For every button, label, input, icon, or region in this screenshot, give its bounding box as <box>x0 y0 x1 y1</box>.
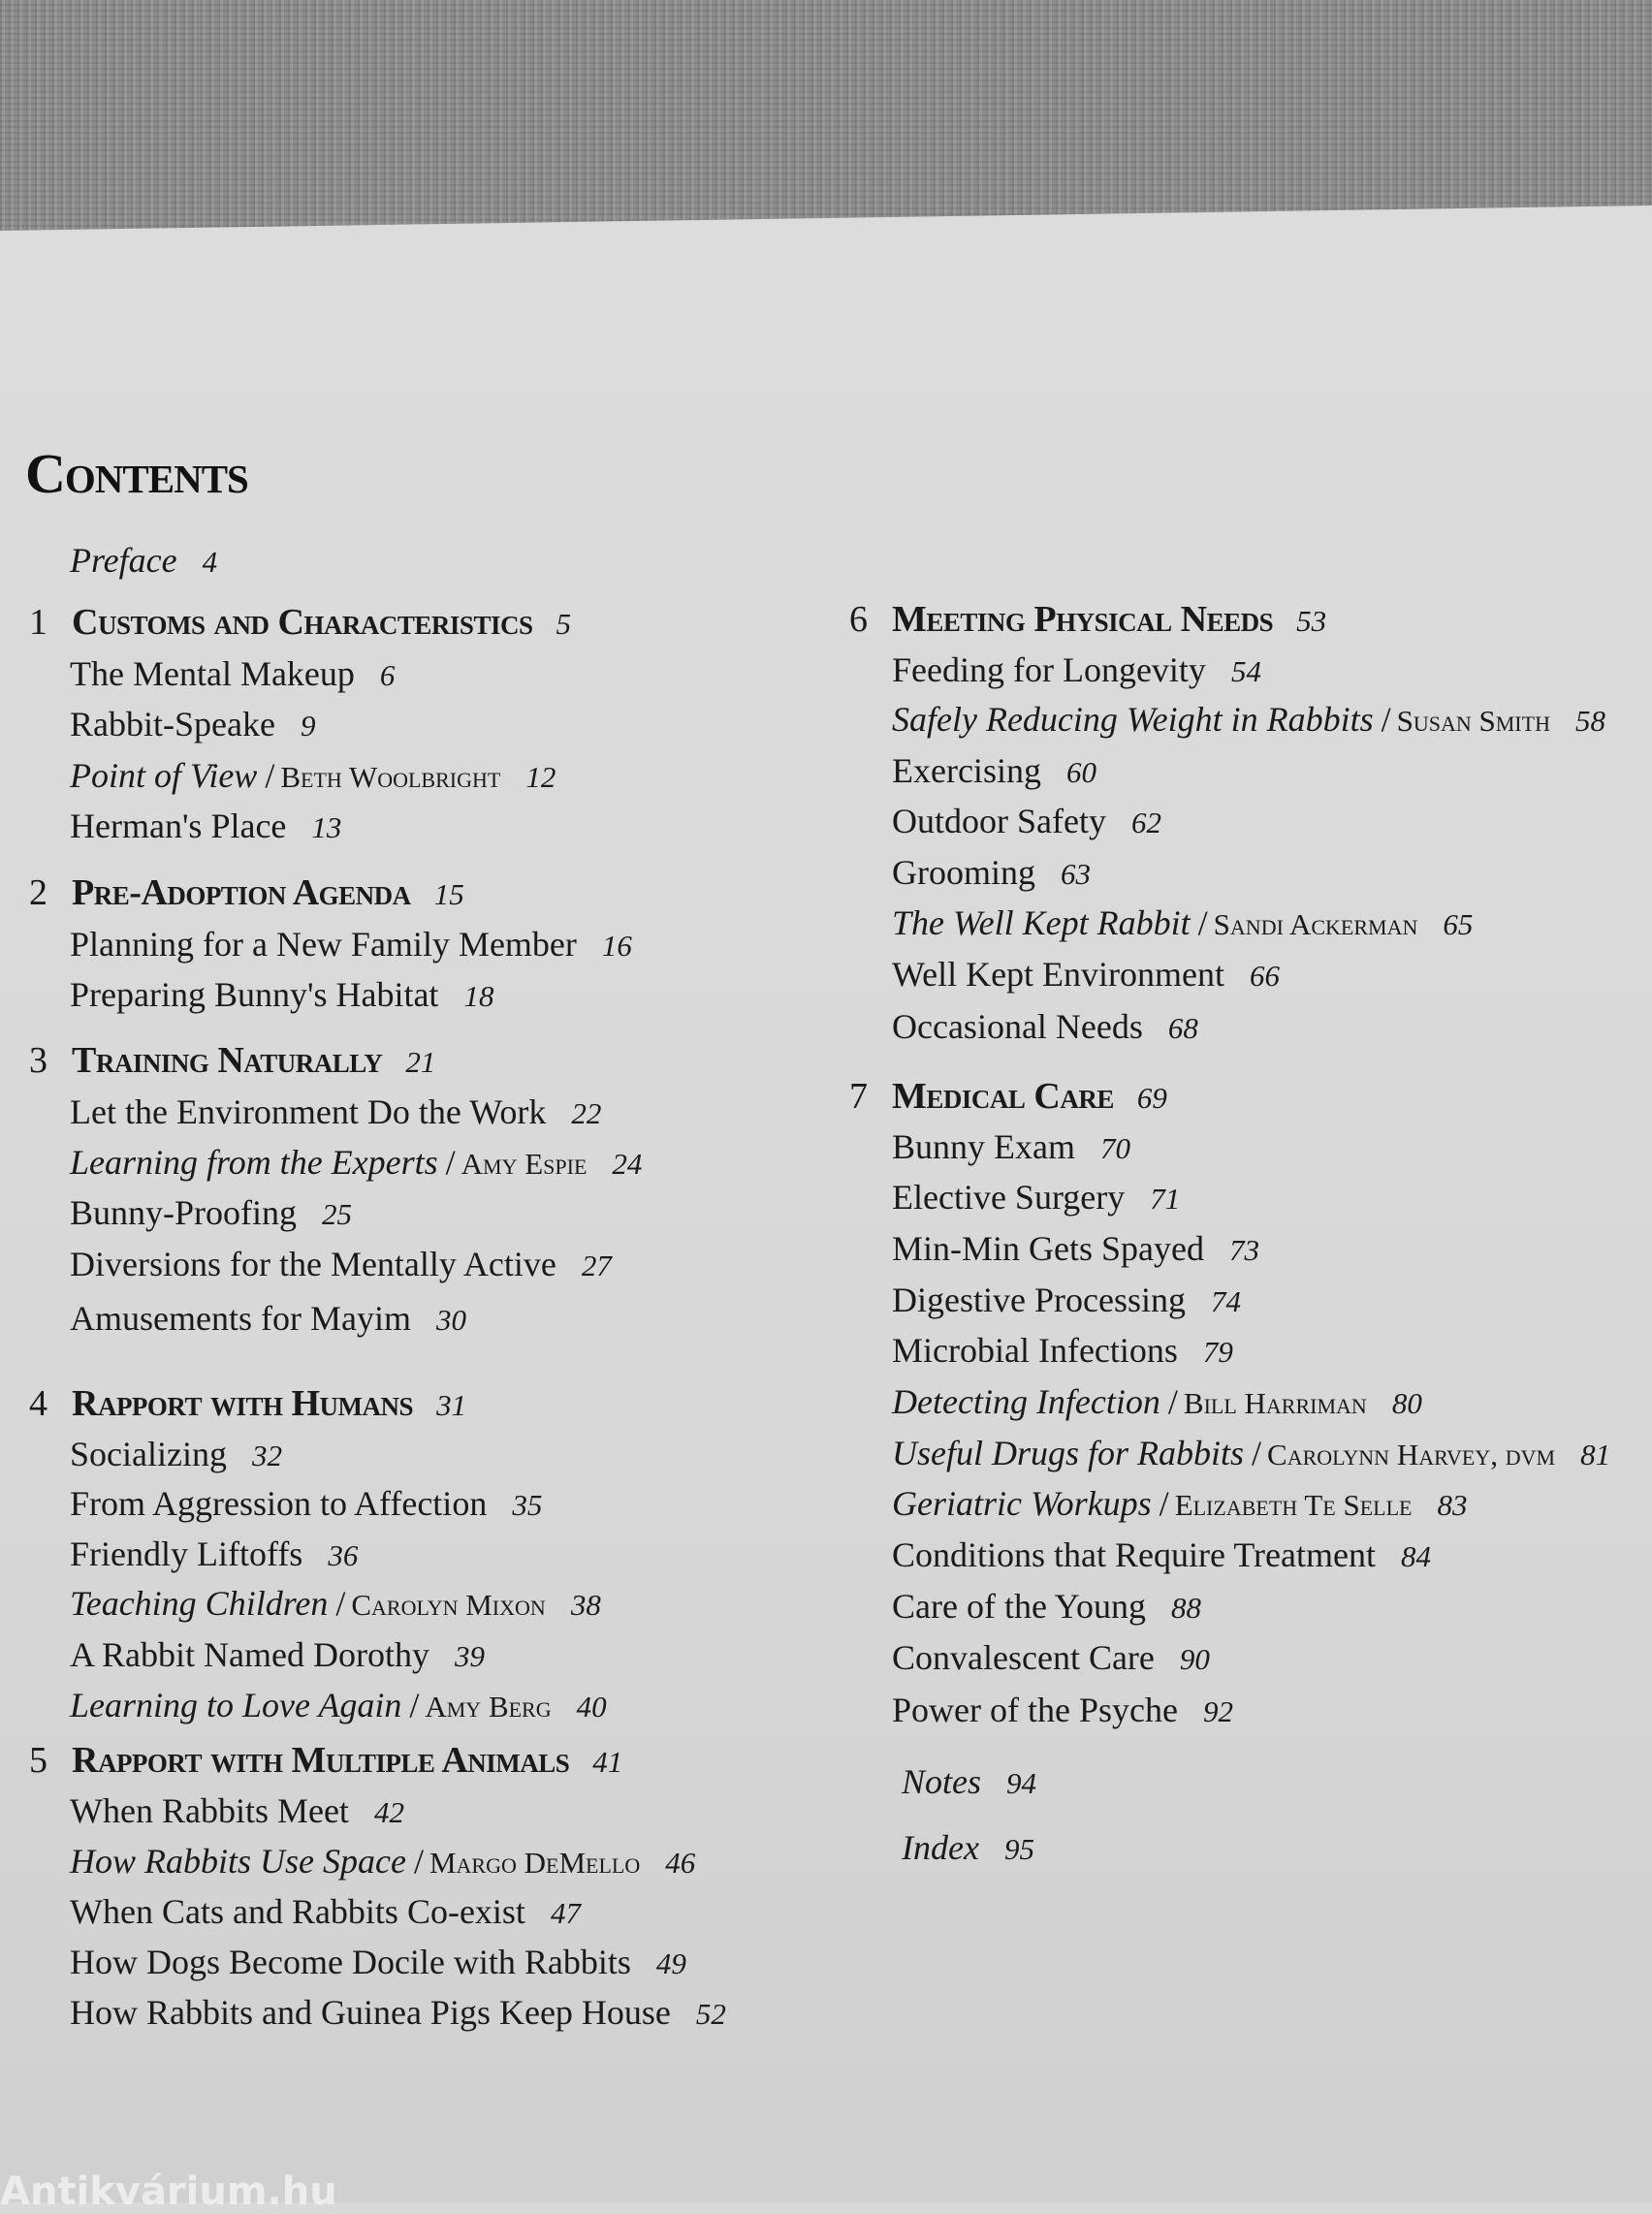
toc-entry <box>892 652 1261 687</box>
toc-entry <box>892 1282 1241 1317</box>
chapter-heading <box>29 1042 435 1079</box>
chapter-title: Pre-Adoption Agenda <box>72 872 411 913</box>
entry-label: From Aggression to Affection <box>70 1484 488 1523</box>
entry-page: 60 <box>1065 755 1096 789</box>
entry-page: 94 <box>1006 1766 1037 1800</box>
chapter-heading <box>29 874 464 911</box>
chapter-page: 41 <box>592 1745 623 1779</box>
toc-entry <box>892 702 1605 737</box>
entry-page: 63 <box>1061 857 1091 891</box>
entry-page: 49 <box>655 1946 686 1980</box>
entry-page: 9 <box>300 709 316 743</box>
entry-page: 84 <box>1400 1539 1431 1573</box>
entry-label: Safely Reducing Weight in Rabbits <box>892 700 1374 739</box>
entry-author: Sandi Ackerman <box>1213 907 1418 941</box>
entry-author: Bill Harriman <box>1183 1386 1367 1420</box>
entry-label: Geriatric Workups <box>892 1484 1152 1523</box>
chapter-page: 69 <box>1136 1081 1167 1115</box>
toc-entry <box>892 1640 1210 1675</box>
toc-entry <box>892 1180 1180 1215</box>
entry-label: How Dogs Become Docile with Rabbits <box>70 1943 631 1981</box>
toc-entry <box>70 1586 601 1621</box>
entry-label: Digestive Processing <box>892 1281 1186 1319</box>
entry-label: Bunny Exam <box>892 1127 1075 1166</box>
chapter-page: 15 <box>433 877 464 911</box>
toc-entry <box>70 977 493 1012</box>
entry-label: Bunny-Proofing <box>70 1193 297 1232</box>
entry-page: 47 <box>550 1896 581 1930</box>
entry-page: 81 <box>1580 1438 1611 1471</box>
chapter-heading <box>29 1385 466 1422</box>
toc-entry <box>70 1195 352 1230</box>
toc-entry-preface <box>70 543 217 578</box>
entry-label: When Cats and Rabbits Co-exist <box>70 1892 525 1931</box>
entry-label: Diversions for the Mentally Active <box>70 1245 556 1283</box>
entry-page: 71 <box>1150 1182 1181 1216</box>
entry-separator: / <box>335 1584 346 1623</box>
entry-label: The Well Kept Rabbit <box>892 903 1191 942</box>
entry-label: Elective Surgery <box>892 1178 1126 1217</box>
entry-page: 90 <box>1179 1642 1210 1676</box>
entry-page: 13 <box>311 810 342 844</box>
entry-label: Conditions that Require Treatment <box>892 1535 1376 1574</box>
toc-entry <box>892 1692 1233 1727</box>
entry-label: Herman's Place <box>70 807 287 845</box>
entry-page: 35 <box>512 1488 543 1522</box>
toc-entry <box>70 1145 642 1180</box>
chapter-heading <box>849 601 1326 638</box>
chapter-number: 2 <box>29 872 48 913</box>
entry-author: Margo DeMello <box>429 1846 641 1880</box>
entry-page: 88 <box>1170 1591 1201 1625</box>
chapter-number: 1 <box>29 602 48 643</box>
toc-entry <box>892 855 1091 890</box>
entry-label: Preface <box>70 541 177 580</box>
entry-page: 52 <box>695 1997 726 2031</box>
chapter-number: 3 <box>29 1040 48 1081</box>
entry-page: 80 <box>1391 1386 1422 1420</box>
entry-page: 73 <box>1228 1233 1259 1267</box>
entry-page: 46 <box>665 1846 696 1880</box>
entry-separator: / <box>413 1842 424 1881</box>
entry-label: Learning to Love Again <box>70 1686 402 1724</box>
entry-label: Useful Drugs for Rabbits <box>892 1434 1245 1472</box>
entry-label: Well Kept Environment <box>892 955 1225 994</box>
entry-label: Rabbit-Speake <box>70 705 275 743</box>
entry-separator: / <box>1252 1434 1262 1472</box>
entry-page: 6 <box>379 658 396 692</box>
entry-separator: / <box>1381 700 1391 739</box>
entry-label: Feeding for Longevity <box>892 650 1206 689</box>
chapter-number: 7 <box>849 1076 868 1117</box>
toc-entry <box>892 1589 1201 1624</box>
entry-separator: / <box>1167 1382 1178 1421</box>
chapter-heading <box>29 1742 622 1779</box>
entry-label: Point of View <box>70 756 258 795</box>
entry-label: Outdoor Safety <box>892 802 1106 840</box>
entry-label: Min-Min Gets Spayed <box>892 1229 1204 1268</box>
entry-separator: / <box>265 756 275 795</box>
entry-label: When Rabbits Meet <box>70 1791 349 1830</box>
entry-page: 65 <box>1443 907 1474 941</box>
entry-page: 95 <box>1003 1832 1034 1866</box>
entry-label: The Mental Makeup <box>70 654 355 693</box>
toc-entry-backmatter <box>902 1764 1036 1799</box>
entry-label: How Rabbits Use Space <box>70 1842 406 1881</box>
chapter-title: Customs and Characteristics <box>72 602 533 643</box>
toc-entry <box>70 1486 542 1521</box>
entry-label: Let the Environment Do the Work <box>70 1092 547 1131</box>
toc-entry <box>892 1231 1259 1266</box>
toc-entry <box>70 707 315 742</box>
entry-label: Care of the Young <box>892 1587 1146 1626</box>
toc-entry <box>70 1945 686 1979</box>
entry-page: 22 <box>571 1096 602 1130</box>
toc-entry <box>892 1486 1467 1521</box>
entry-label: Teaching Children <box>70 1584 329 1623</box>
toc-entry <box>70 1437 282 1471</box>
toc-entry <box>892 1436 1610 1471</box>
toc-entry <box>892 957 1280 992</box>
entry-separator: / <box>445 1143 456 1182</box>
toc-entry <box>70 656 395 691</box>
toc-entry <box>892 1009 1198 1044</box>
chapter-heading <box>29 604 571 641</box>
entry-label: Planning for a New Family Member <box>70 925 577 964</box>
entry-page: 30 <box>435 1303 466 1337</box>
entry-label: Occasional Needs <box>892 1007 1143 1046</box>
chapter-number: 4 <box>29 1383 48 1424</box>
chapter-page: 53 <box>1296 604 1327 638</box>
entry-label: Grooming <box>892 853 1035 892</box>
entry-separator: / <box>1159 1484 1169 1523</box>
entry-label: Friendly Liftoffs <box>70 1534 303 1573</box>
entry-author: Carolynn Harvey, dvm <box>1267 1438 1556 1471</box>
entry-page: 39 <box>454 1639 485 1673</box>
toc-entry <box>892 1384 1422 1419</box>
entry-label: Power of the Psyche <box>892 1691 1178 1729</box>
entry-page: 42 <box>373 1795 404 1829</box>
toc-entry <box>70 1995 726 2030</box>
chapter-heading <box>849 1078 1167 1115</box>
toc-entry <box>70 1301 466 1336</box>
entry-label: Microbial Infections <box>892 1331 1178 1370</box>
chapter-number: 6 <box>849 599 868 640</box>
toc-entry <box>70 808 341 843</box>
entry-label: Detecting Infection <box>892 1382 1160 1421</box>
entry-author: Susan Smith <box>1396 704 1550 738</box>
toc-entry <box>70 1637 485 1672</box>
entry-label: A Rabbit Named Dorothy <box>70 1635 429 1674</box>
chapter-title: Medical Care <box>892 1076 1114 1117</box>
toc-entry <box>70 758 556 793</box>
entry-page: 18 <box>463 979 494 1013</box>
entry-author: Amy Berg <box>425 1690 552 1724</box>
entry-page: 16 <box>601 929 632 963</box>
entry-separator: / <box>1197 903 1208 942</box>
entry-page: 38 <box>570 1588 601 1622</box>
entry-page: 70 <box>1099 1131 1130 1165</box>
entry-label: Learning from the Experts <box>70 1143 438 1182</box>
entry-label: How Rabbits and Guinea Pigs Keep House <box>70 1993 671 2032</box>
chapter-page: 5 <box>556 607 571 641</box>
fabric-background <box>0 0 1652 233</box>
toc-entry <box>892 804 1161 838</box>
entry-page: 58 <box>1574 704 1605 738</box>
entry-page: 36 <box>328 1538 359 1572</box>
page-title: Contents <box>25 442 248 505</box>
entry-label: Amusements for Mayim <box>70 1299 411 1338</box>
entry-page: 83 <box>1437 1488 1468 1522</box>
toc-entry <box>70 1793 404 1828</box>
entry-page: 40 <box>576 1690 607 1724</box>
entry-page: 27 <box>581 1249 612 1282</box>
entry-page: 92 <box>1202 1694 1233 1728</box>
toc-entry <box>892 1333 1233 1368</box>
chapter-page: 31 <box>436 1388 467 1422</box>
entry-label: Socializing <box>70 1435 227 1473</box>
entry-page: 24 <box>612 1147 643 1181</box>
entry-page: 74 <box>1210 1284 1241 1318</box>
toc-entry-backmatter <box>902 1830 1034 1865</box>
chapter-title: Rapport with Multiple Animals <box>72 1740 570 1781</box>
chapter-title: Rapport with Humans <box>72 1383 414 1424</box>
chapter-page: 21 <box>405 1045 436 1079</box>
toc-entry <box>70 1894 581 1929</box>
entry-label: Index <box>902 1828 979 1867</box>
entry-page: 4 <box>202 545 218 579</box>
chapter-title: Meeting Physical Needs <box>892 599 1274 640</box>
entry-label: Notes <box>902 1762 982 1801</box>
toc-entry <box>70 927 632 962</box>
entry-page: 32 <box>251 1439 282 1472</box>
toc-entry <box>892 753 1096 788</box>
entry-label: Convalescent Care <box>892 1638 1155 1677</box>
entry-author: Amy Espie <box>461 1147 588 1181</box>
entry-page: 25 <box>322 1197 352 1231</box>
entry-page: 79 <box>1202 1335 1233 1369</box>
entry-author: Carolyn Mixon <box>351 1588 546 1622</box>
toc-entry <box>70 1688 607 1723</box>
chapter-number: 5 <box>29 1740 48 1781</box>
toc-entry <box>70 1536 358 1571</box>
entry-page: 66 <box>1250 959 1281 993</box>
entry-page: 12 <box>525 760 556 794</box>
watermark: Antikvárium.hu <box>0 2169 337 2214</box>
chapter-title: Training Naturally <box>72 1040 383 1081</box>
toc-entry <box>70 1844 695 1879</box>
entry-separator: / <box>409 1686 420 1724</box>
entry-author: Elizabeth Te Selle <box>1174 1488 1413 1522</box>
entry-author: Beth Woolbright <box>280 760 501 794</box>
toc-entry <box>892 1129 1130 1164</box>
toc-entry <box>892 905 1473 940</box>
toc-entry <box>892 1537 1431 1572</box>
entry-label: Preparing Bunny's Habitat <box>70 975 439 1014</box>
entry-page: 68 <box>1167 1011 1198 1045</box>
entry-page: 62 <box>1130 806 1161 839</box>
entry-label: Exercising <box>892 751 1041 790</box>
entry-page: 54 <box>1230 654 1261 688</box>
toc-entry <box>70 1247 612 1281</box>
toc-entry <box>70 1094 601 1129</box>
